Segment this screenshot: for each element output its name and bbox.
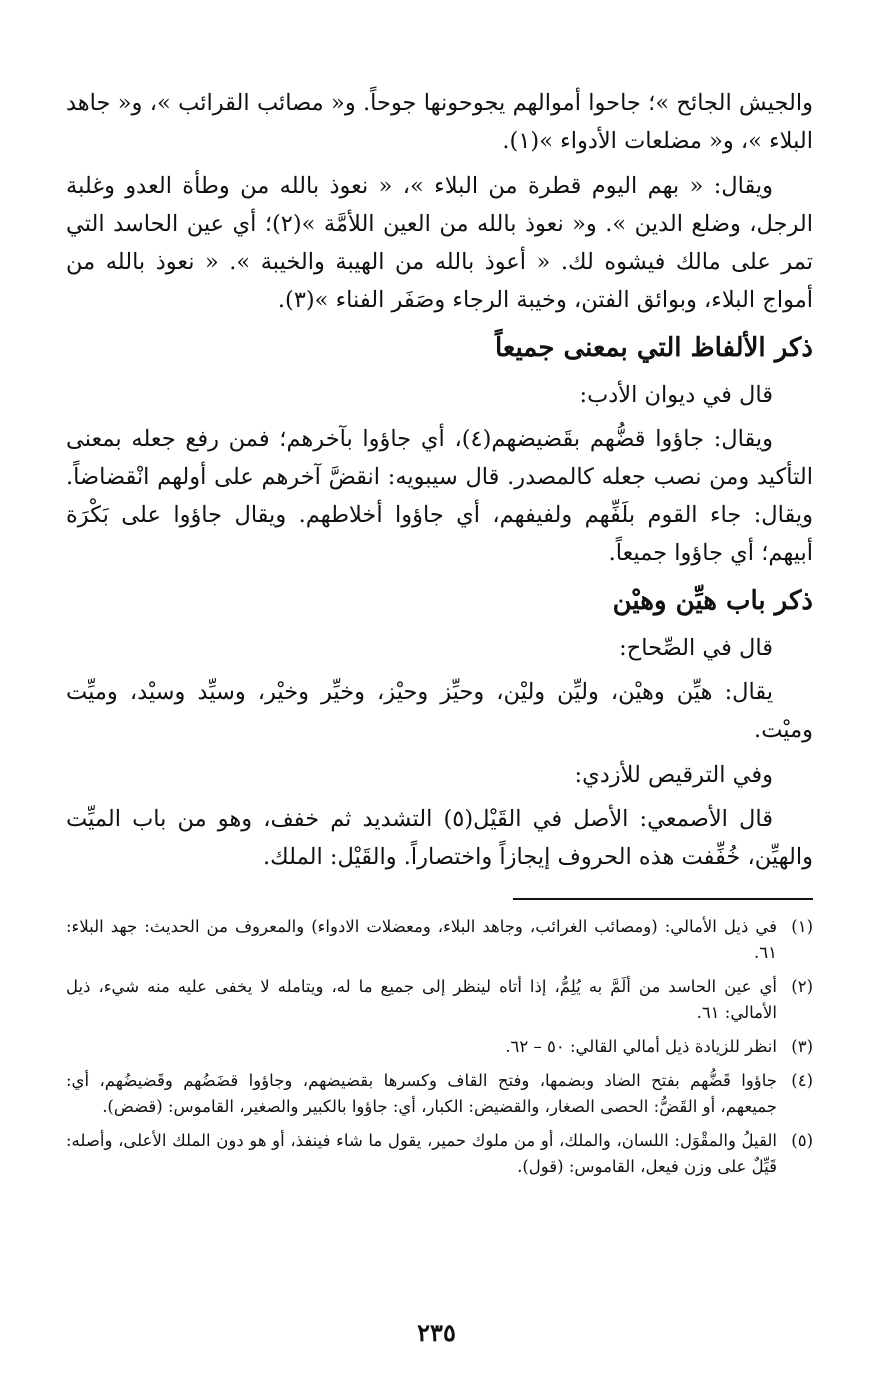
footnote-item [66, 974, 813, 1026]
footnote-item [66, 1034, 813, 1060]
footnote-number: (٥) [791, 1131, 813, 1150]
footnote-number: (٤) [791, 1071, 813, 1090]
footnote-text: القيلُ والمقْوَل: اللسان، والملك، أو من ملوك حمير، يقول ما شاء فينفذ، أو هو دون الملك الأعلى، وأصله: قَيِّلٌ على وزن فيعل، القاموس: (قول). [66, 1131, 777, 1176]
footnote-number: (٢) [791, 977, 813, 996]
footnote-text: انظر للزيادة ذيل أمالي القالي: ٥٠ – ٦٢. [505, 1037, 777, 1056]
footnote-text: جاؤوا قَضُّهم بفتح الضاد وبضمها، وفتح القاف وكسرها بقضيضهم، وجاؤوا قضَضُهم وقَضيضُهم، أي: جميعهم، أو القَضُّ: الحصى الصغار، والقضيض: الكبار، أي: جاؤوا بالكبير والصغير، القاموس: (قضض). [66, 1071, 777, 1116]
footnote-item [66, 1068, 813, 1120]
section-heading-1: ذكر الألفاظ التي بمعنى جميعاً [494, 333, 813, 363]
footnotes [66, 914, 813, 1180]
footnote-number: (١) [791, 917, 813, 936]
paragraph-3: ويقال: جاؤوا قضُّهم بقَضيضهم(٤)، أي جاؤوا بآخرهم؛ فمن رفع جعله بمعنى التأكيد ومن نصب جعله كالمصدر. قال سيبويه: انقضَّ آخرهم على أولهم انْقضاضاً. ويقال: جاء القوم بلَفِّهم ولفيفهم، أي جاؤوا أخلاطهم. ويقال جاؤوا على بَكْرَة أبيهم؛ أي جاؤوا جميعاً. [66, 426, 813, 566]
footnote-item [66, 914, 813, 966]
main-text [66, 84, 813, 876]
footnote-text: في ذيل الأمالي: (ومصائب الغرائب، وجاهد البلاء، ومعضلات الادواء) والمعروف من الحديث: جهد البلاء: ٦١. [66, 917, 777, 962]
paragraph-2: ويقال: « بهم اليوم قطرة من البلاء »، « نعوذ بالله من وطأة العدو وغلبة الرجل، وضلع الدين ». و« نعوذ بالله من العين اللأمَّة »(٢)؛ أي عين الحاسد التي تمر على مالك فيشوه لك. « أعوذ بالله من الهيبة والخيبة ». « نعوذ بالله من أمواج البلاء، وبوائق الفتن، وخيبة الرجاء وصَفَر الفناء »(٣). [66, 173, 814, 313]
section-heading-2: ذكر باب هيِّن وهيْن [612, 586, 813, 616]
paragraph-4: يقال: هيِّن وهيْن، وليِّن وليْن، وحيِّز وحيْز، وخيِّر وخيْر، وسيِّد وسيْد، وميِّت وميْت. [66, 679, 813, 743]
footnote-number: (٣) [791, 1037, 813, 1056]
paragraph-5: قال الأصمعي: الأصل في القَيْل(٥) التشديد ثم خفف، وهو من باب الميِّت والهيِّن، خُفِّفت هذه الحروف إيجازاً واختصاراً. والقَيْل: الملك. [66, 806, 813, 870]
source-line-3: وفي الترقيص للأزدي: [574, 762, 773, 788]
footnote-separator [513, 898, 813, 900]
paragraph-1: والجيش الجائح »؛ جاحوا أموالهم يجوحونها جوحاً. و« مصائب القرائب »، و« جاهد البلاء »، و« مضلعات الأدواء »(١). [66, 90, 813, 154]
source-line-1: قال في ديوان الأدب: [579, 382, 773, 408]
footnote-text: أي عين الحاسد من ألَمَّ به يُلِمُّ، إذا أتاه لينظر إلى جميع ما له، ويتامله لا يخفى عليه منه شيء، ذيل الأمالي: ٦١. [66, 977, 777, 1022]
page-number: ٢٣٥ [417, 1318, 456, 1347]
source-line-2: قال في الصِّحاح: [619, 635, 773, 661]
footnote-item [66, 1128, 813, 1180]
